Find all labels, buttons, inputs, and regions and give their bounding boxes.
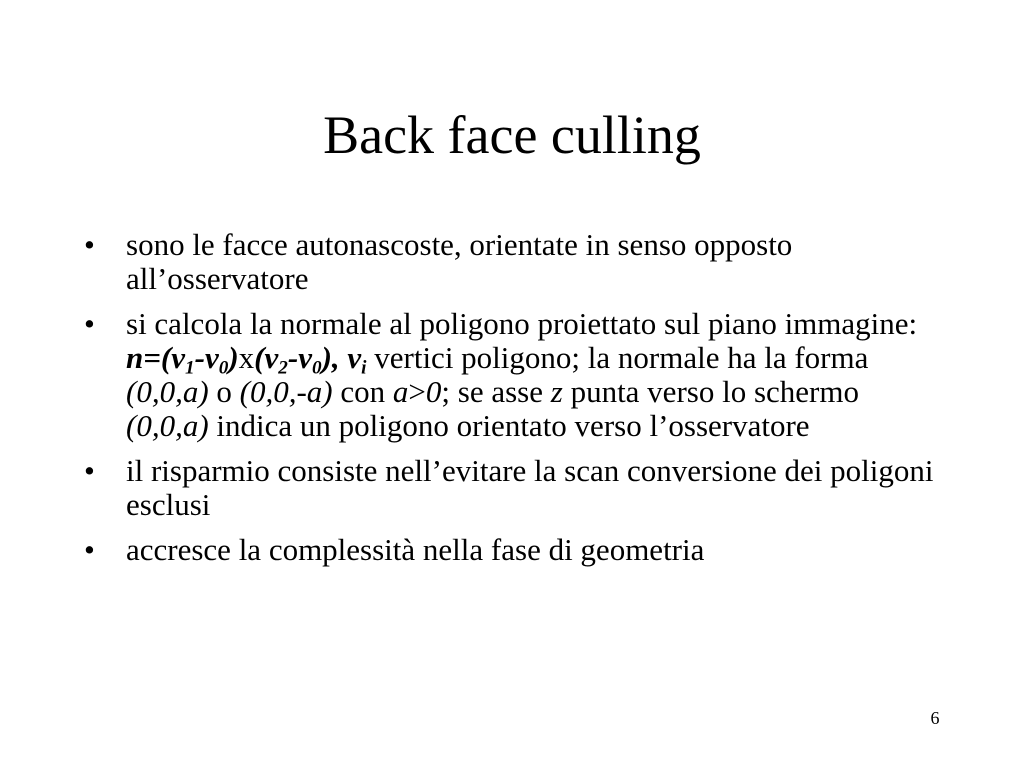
formula-subscript-i: i (361, 357, 367, 379)
formula-open-paren: ( (254, 340, 265, 375)
bullet-text: con (332, 374, 393, 409)
formula-cross-product: x (238, 340, 255, 375)
formula-equals-open: =( (143, 340, 172, 375)
condition-zero: 0 (425, 374, 442, 409)
formula-minus: - (194, 340, 205, 375)
formula-vertex-v0: v (204, 340, 219, 375)
slide-title: Back face culling (323, 105, 701, 165)
bullet-text: sono le facce autonascoste, orientate in senso opposto all’osservatore (126, 227, 793, 296)
bullet-marker: • (84, 306, 95, 341)
formula-subscript-0: 0 (311, 357, 322, 379)
bullet-text: vertici poligono; la normale ha la forma (366, 340, 869, 375)
formula-vertex-v2: v (264, 340, 279, 375)
bullet-text: accresce la complessità nella fase di geometria (126, 532, 705, 567)
bullet-text: punta verso lo schermo (562, 374, 859, 409)
formula-close-comma: ), (321, 340, 348, 375)
formula-vertex-v0: v (298, 340, 312, 375)
formula-subscript-1: 1 (185, 357, 195, 379)
formula-close-paren: ) (228, 340, 239, 375)
bullet-marker: • (84, 532, 95, 567)
bullet-text: si calcola la normale al poligono proiettato sul piano immagine: (126, 306, 918, 341)
bullet-list (84, 228, 944, 578)
bullet-item (84, 533, 944, 567)
bullet-text: il risparmio consiste nell’evitare la scan conversione dei poligoni esclusi (126, 453, 934, 522)
formula-normal-symbol: n (126, 340, 144, 375)
bullet-text: o (208, 374, 240, 409)
formula-subscript-2: 2 (278, 357, 288, 379)
condition-a: a (392, 374, 409, 409)
condition-greater-than: > (408, 374, 426, 409)
bullet-item (84, 454, 944, 522)
bullet-item (84, 307, 944, 443)
bullet-marker: • (84, 227, 95, 262)
bullet-text: ; se asse (441, 374, 551, 409)
normal-vector-negative: (0,0,-a) (239, 374, 333, 409)
bullet-item (84, 228, 944, 296)
page-number: 6 (930, 708, 940, 728)
bullet-text: indica un poligono orientato verso l’osservatore (208, 408, 810, 443)
formula-vertex-vi: v (347, 340, 362, 375)
formula-subscript-0: 0 (218, 357, 229, 379)
normal-vector-screen: (0,0,a) (126, 408, 209, 443)
bullet-marker: • (84, 453, 95, 488)
axis-z: z (550, 374, 563, 409)
formula-minus: - (287, 340, 299, 375)
formula-vertex-v1: v (171, 340, 186, 375)
normal-vector-positive: (0,0,a) (126, 374, 209, 409)
